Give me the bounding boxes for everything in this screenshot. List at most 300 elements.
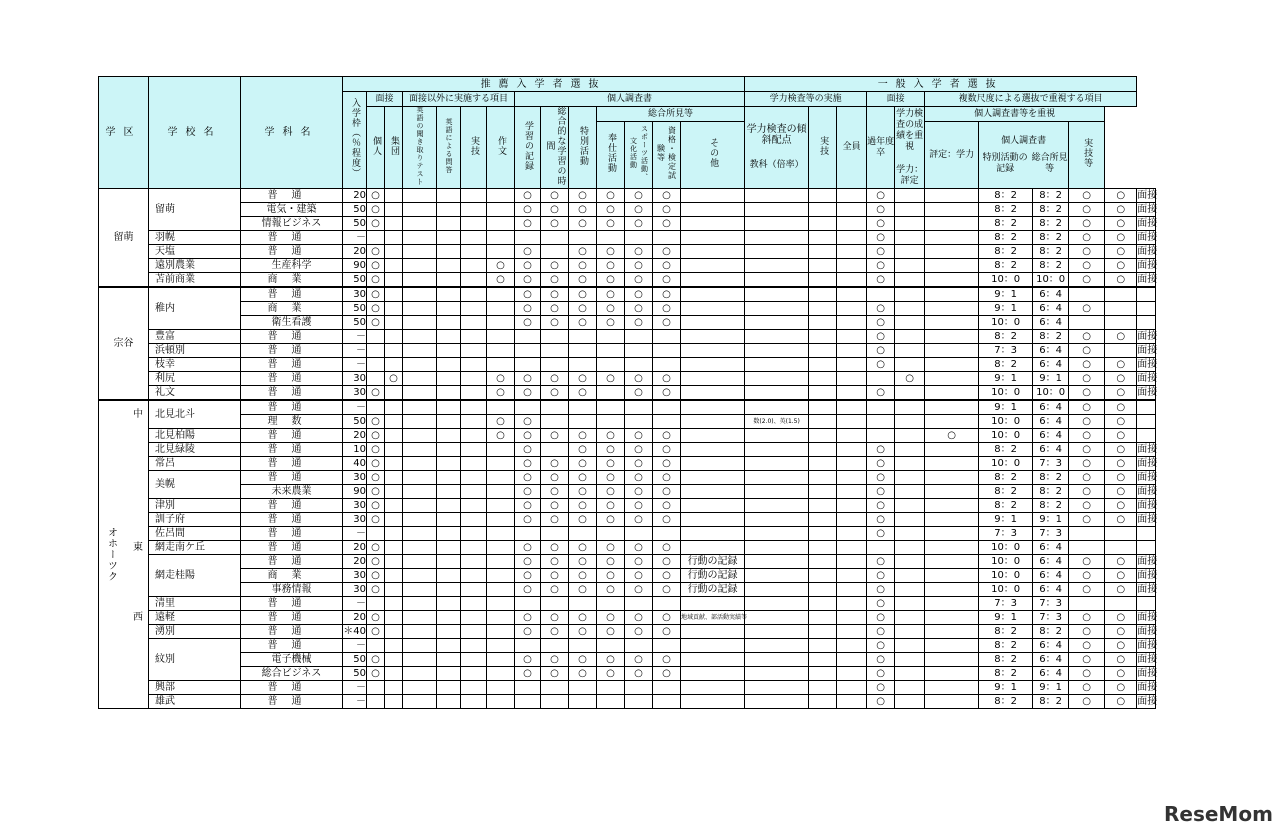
value-cell bbox=[437, 217, 461, 231]
value-cell bbox=[925, 330, 979, 344]
value-cell bbox=[867, 415, 895, 429]
value-cell bbox=[681, 513, 745, 527]
value-cell bbox=[367, 372, 385, 386]
value-cell bbox=[745, 429, 809, 443]
value-cell bbox=[385, 231, 403, 245]
value-cell bbox=[461, 583, 487, 597]
school-name: 雄武 bbox=[155, 696, 175, 707]
value-cell: 8：2 bbox=[979, 499, 1033, 513]
value-cell: 8：2 bbox=[979, 358, 1033, 372]
value-cell: ○ bbox=[867, 259, 895, 273]
value-cell bbox=[925, 287, 979, 302]
value-cell: 面接 bbox=[1137, 232, 1158, 243]
value-cell bbox=[461, 231, 487, 245]
table-row bbox=[99, 400, 1156, 415]
value-cell: ○ bbox=[367, 485, 385, 499]
value-cell: ○ bbox=[653, 667, 681, 681]
value-cell bbox=[487, 189, 515, 203]
value-cell bbox=[569, 695, 597, 709]
value-cell: 6：4 bbox=[1033, 302, 1069, 316]
value-cell bbox=[461, 330, 487, 344]
value-cell bbox=[1069, 527, 1105, 541]
value-cell bbox=[403, 625, 437, 639]
value-cell: ○ bbox=[569, 372, 597, 386]
value-cell bbox=[809, 569, 837, 583]
value-cell: ○ bbox=[367, 583, 385, 597]
value-cell: ○ bbox=[1105, 372, 1137, 386]
value-cell bbox=[895, 443, 925, 457]
table-row bbox=[99, 611, 1156, 625]
header-sogo-shoken: 総合所見等 bbox=[597, 107, 745, 122]
value-cell bbox=[625, 681, 653, 695]
value-cell bbox=[745, 400, 809, 415]
value-cell bbox=[1137, 527, 1156, 541]
value-cell bbox=[385, 541, 403, 555]
value-cell: ○ bbox=[625, 245, 653, 259]
value-cell: ○ bbox=[867, 639, 895, 653]
value-cell: ○ bbox=[625, 555, 653, 569]
value-cell: ○ bbox=[1105, 273, 1137, 288]
value-cell bbox=[653, 597, 681, 611]
value-cell bbox=[837, 316, 867, 330]
value-cell: 面接 bbox=[1137, 612, 1158, 623]
value-cell: 6：4 bbox=[1033, 400, 1069, 415]
dept-cell: 情報ビジネス bbox=[241, 217, 343, 231]
value-cell bbox=[487, 513, 515, 527]
value-cell bbox=[487, 653, 515, 667]
header-juushi-gakuryoku: 学力検査の成績を重視 学力：評定 bbox=[895, 107, 925, 189]
value-cell bbox=[487, 499, 515, 513]
value-cell bbox=[837, 569, 867, 583]
value-cell bbox=[541, 527, 569, 541]
header-mensetsu-igai: 面接以外に実施する項目 bbox=[403, 92, 515, 107]
school-name: 北見緑陵 bbox=[155, 444, 195, 455]
value-cell bbox=[1069, 597, 1105, 611]
value-cell: ○ bbox=[1105, 569, 1137, 583]
table-row bbox=[99, 555, 1156, 569]
value-cell bbox=[625, 330, 653, 344]
value-cell bbox=[461, 429, 487, 443]
value-cell: ○ bbox=[487, 386, 515, 401]
value-cell: ○ bbox=[625, 485, 653, 499]
dept-cell: 衛生看護 bbox=[241, 316, 343, 330]
value-cell bbox=[925, 681, 979, 695]
value-cell: 8：2 bbox=[979, 639, 1033, 653]
header-kojin-juushi: 個人調査書等を重視 bbox=[925, 107, 1105, 122]
school-name: 稚内 bbox=[155, 303, 175, 314]
value-cell bbox=[653, 330, 681, 344]
header-jitsugi2: 実技 bbox=[809, 107, 837, 189]
value-cell bbox=[809, 400, 837, 415]
value-cell: ○ bbox=[367, 667, 385, 681]
value-cell bbox=[597, 639, 625, 653]
value-cell bbox=[461, 316, 487, 330]
value-cell bbox=[837, 429, 867, 443]
value-cell bbox=[461, 499, 487, 513]
value-cell bbox=[809, 499, 837, 513]
value-cell bbox=[437, 203, 461, 217]
dept-cell: 普通 bbox=[241, 344, 343, 358]
value-cell bbox=[809, 217, 837, 231]
value-cell bbox=[541, 358, 569, 372]
value-cell: 10：0 bbox=[979, 583, 1033, 597]
value-cell: ○ bbox=[569, 485, 597, 499]
school-name-cell bbox=[149, 330, 241, 344]
quota-cell: 30 bbox=[343, 499, 367, 513]
value-cell bbox=[745, 203, 809, 217]
value-cell: ○ bbox=[541, 259, 569, 273]
value-cell bbox=[837, 217, 867, 231]
value-cell: 9：1 bbox=[979, 287, 1033, 302]
value-cell bbox=[597, 344, 625, 358]
value-cell bbox=[867, 400, 895, 415]
value-cell bbox=[437, 611, 461, 625]
value-cell bbox=[437, 400, 461, 415]
value-cell bbox=[487, 555, 515, 569]
value-cell bbox=[403, 443, 437, 457]
value-cell: ○ bbox=[569, 569, 597, 583]
value-cell bbox=[437, 358, 461, 372]
header-gakuryoku-jisshi: 学力検査等の実施 bbox=[745, 92, 867, 107]
value-cell bbox=[925, 499, 979, 513]
value-cell: ○ bbox=[867, 189, 895, 203]
value-cell: ○ bbox=[367, 443, 385, 457]
value-cell bbox=[569, 231, 597, 245]
dept-cell: 普通 bbox=[241, 681, 343, 695]
value-cell bbox=[515, 597, 541, 611]
value-cell bbox=[809, 358, 837, 372]
value-cell: 面接 bbox=[1137, 640, 1158, 651]
value-cell bbox=[515, 330, 541, 344]
value-cell bbox=[925, 527, 979, 541]
value-cell bbox=[809, 245, 837, 259]
value-cell bbox=[385, 639, 403, 653]
value-cell: ○ bbox=[625, 316, 653, 330]
value-cell: ○ bbox=[597, 499, 625, 513]
value-cell bbox=[461, 245, 487, 259]
value-cell bbox=[461, 639, 487, 653]
quota-cell: 50 bbox=[343, 653, 367, 667]
value-cell: 面接 bbox=[1137, 654, 1158, 665]
quota-cell: 50 bbox=[343, 667, 367, 681]
value-cell bbox=[925, 203, 979, 217]
value-cell: ○ bbox=[569, 513, 597, 527]
value-cell: 面接 bbox=[1137, 514, 1158, 525]
value-cell: ○ bbox=[367, 287, 385, 302]
value-cell: ○ bbox=[1105, 231, 1137, 245]
school-name-cell bbox=[133, 400, 241, 429]
value-cell bbox=[809, 302, 837, 316]
value-cell bbox=[745, 231, 809, 245]
value-cell: ○ bbox=[653, 372, 681, 386]
school-name: 清里 bbox=[155, 598, 175, 609]
value-cell: 8：2 bbox=[1033, 231, 1069, 245]
value-cell: ○ bbox=[597, 189, 625, 203]
value-cell: 面接 bbox=[1137, 696, 1158, 707]
dept-cell: 理数 bbox=[241, 415, 343, 429]
value-cell: ○ bbox=[569, 429, 597, 443]
table-row bbox=[99, 231, 1156, 245]
value-cell bbox=[385, 203, 403, 217]
value-cell bbox=[487, 358, 515, 372]
value-cell bbox=[1137, 429, 1156, 443]
school-name: 網走桂陽 bbox=[155, 570, 195, 581]
value-cell: ○ bbox=[867, 527, 895, 541]
value-cell bbox=[809, 681, 837, 695]
value-cell bbox=[681, 653, 745, 667]
value-cell bbox=[597, 358, 625, 372]
value-cell bbox=[403, 513, 437, 527]
value-cell bbox=[403, 302, 437, 316]
value-cell bbox=[385, 344, 403, 358]
value-cell: ○ bbox=[1105, 639, 1137, 653]
header-shikaku: 資格・検定試験等 bbox=[653, 122, 681, 189]
value-cell: 9：1 bbox=[979, 302, 1033, 316]
value-cell bbox=[681, 471, 745, 485]
value-cell bbox=[681, 344, 745, 358]
value-cell bbox=[895, 273, 925, 288]
value-cell bbox=[403, 471, 437, 485]
value-cell bbox=[745, 471, 809, 485]
value-cell: 7：3 bbox=[1033, 597, 1069, 611]
value-cell bbox=[745, 217, 809, 231]
value-cell bbox=[745, 639, 809, 653]
value-cell bbox=[437, 245, 461, 259]
value-cell: 10：0 bbox=[979, 316, 1033, 330]
value-cell bbox=[385, 681, 403, 695]
value-cell bbox=[541, 681, 569, 695]
value-cell: ○ bbox=[653, 499, 681, 513]
value-cell: ○ bbox=[1069, 639, 1105, 653]
value-cell: ○ bbox=[597, 485, 625, 499]
header-sports: スポーツ活動、文化活動 bbox=[625, 122, 653, 189]
value-cell bbox=[809, 443, 837, 457]
value-cell: 10：0 bbox=[979, 386, 1033, 401]
value-cell: ○ bbox=[367, 471, 385, 485]
value-cell: 8：2 bbox=[1033, 695, 1069, 709]
quota-cell: － bbox=[343, 330, 367, 344]
value-cell bbox=[745, 485, 809, 499]
header-hyotei-gakuryoku: 評定：学力 bbox=[925, 122, 979, 189]
value-cell bbox=[837, 541, 867, 555]
value-cell: 6：4 bbox=[1033, 415, 1069, 429]
value-cell: ○ bbox=[867, 316, 895, 330]
table-row bbox=[99, 386, 1156, 401]
school-name-cell bbox=[149, 287, 241, 330]
value-cell: ○ bbox=[895, 372, 925, 386]
table-row bbox=[99, 302, 1156, 316]
table-row bbox=[99, 471, 1156, 485]
school-name-cell bbox=[149, 372, 241, 386]
value-cell: ○ bbox=[625, 499, 653, 513]
value-cell bbox=[437, 667, 461, 681]
value-cell: ○ bbox=[653, 386, 681, 401]
sub-district-label: 東 bbox=[133, 542, 143, 553]
dept-cell: 普通 bbox=[241, 555, 343, 569]
dept-cell: 商業 bbox=[241, 569, 343, 583]
value-cell: 8：2 bbox=[979, 625, 1033, 639]
value-cell bbox=[745, 597, 809, 611]
school-name-cell bbox=[149, 273, 241, 288]
value-cell bbox=[541, 695, 569, 709]
value-cell bbox=[895, 330, 925, 344]
value-cell bbox=[895, 667, 925, 681]
value-cell bbox=[487, 681, 515, 695]
value-cell: ○ bbox=[1069, 583, 1105, 597]
quota-cell: ＊40 bbox=[343, 626, 366, 637]
value-cell: ○ bbox=[867, 513, 895, 527]
value-cell bbox=[895, 471, 925, 485]
value-cell bbox=[515, 639, 541, 653]
value-cell: ○ bbox=[1105, 330, 1137, 344]
table-row bbox=[99, 499, 1156, 513]
school-name: 枝幸 bbox=[155, 359, 175, 370]
value-cell bbox=[437, 231, 461, 245]
value-cell bbox=[837, 231, 867, 245]
school-name: 訓子府 bbox=[155, 514, 185, 525]
value-cell bbox=[745, 386, 809, 401]
value-cell bbox=[437, 471, 461, 485]
value-cell bbox=[745, 316, 809, 330]
value-cell bbox=[681, 400, 745, 415]
value-cell bbox=[403, 217, 437, 231]
value-cell: 6：4 bbox=[1033, 667, 1069, 681]
value-cell bbox=[515, 695, 541, 709]
value-cell bbox=[895, 681, 925, 695]
value-cell: 10：0 bbox=[979, 429, 1033, 443]
value-cell bbox=[385, 653, 403, 667]
value-cell bbox=[541, 415, 569, 429]
value-cell: 面接 bbox=[1137, 682, 1158, 693]
dept-cell: 普通 bbox=[241, 358, 343, 372]
value-cell: ○ bbox=[867, 583, 895, 597]
value-cell bbox=[837, 485, 867, 499]
value-cell: ○ bbox=[367, 513, 385, 527]
value-cell: ○ bbox=[1069, 344, 1105, 358]
school-name: 礼文 bbox=[155, 387, 175, 398]
value-cell bbox=[895, 583, 925, 597]
quota-cell: 50 bbox=[343, 203, 367, 217]
value-cell bbox=[403, 555, 437, 569]
value-cell: ○ bbox=[867, 245, 895, 259]
value-cell: ○ bbox=[569, 541, 597, 555]
value-cell bbox=[653, 527, 681, 541]
value-cell bbox=[385, 189, 403, 203]
value-cell: ○ bbox=[541, 499, 569, 513]
value-cell: ○ bbox=[515, 485, 541, 499]
table-row bbox=[99, 316, 1156, 330]
value-cell bbox=[837, 639, 867, 653]
value-cell bbox=[385, 330, 403, 344]
value-cell bbox=[461, 695, 487, 709]
value-cell bbox=[895, 457, 925, 471]
value-cell: ○ bbox=[597, 653, 625, 667]
school-name-cell bbox=[149, 471, 241, 499]
table-row bbox=[99, 372, 1156, 386]
value-cell bbox=[461, 653, 487, 667]
value-cell: ○ bbox=[625, 611, 653, 625]
value-cell: 面接 bbox=[1137, 359, 1158, 370]
value-cell: ○ bbox=[867, 555, 895, 569]
dept-cell: 普通 bbox=[241, 245, 343, 259]
dept-cell: 事務情報 bbox=[241, 583, 343, 597]
value-cell: ○ bbox=[625, 302, 653, 316]
value-cell bbox=[385, 471, 403, 485]
value-cell: ○ bbox=[515, 189, 541, 203]
school-name: 興部 bbox=[155, 682, 175, 693]
header-eigo-test: 英語の聞き取りテスト bbox=[403, 107, 437, 189]
value-cell: ○ bbox=[515, 429, 541, 443]
value-cell: ○ bbox=[653, 302, 681, 316]
value-cell bbox=[837, 471, 867, 485]
value-cell: 行動の記録 bbox=[681, 555, 745, 569]
value-cell bbox=[837, 457, 867, 471]
value-cell bbox=[403, 429, 437, 443]
quota-cell: 30 bbox=[343, 569, 367, 583]
value-cell bbox=[541, 597, 569, 611]
value-cell bbox=[487, 667, 515, 681]
value-cell bbox=[487, 695, 515, 709]
value-cell bbox=[837, 513, 867, 527]
value-cell: ○ bbox=[867, 653, 895, 667]
value-cell bbox=[925, 485, 979, 499]
value-cell: ○ bbox=[653, 471, 681, 485]
value-cell bbox=[809, 344, 837, 358]
value-cell: ○ bbox=[1069, 443, 1105, 457]
dept-cell: 普通 bbox=[241, 625, 343, 639]
value-cell: ○ bbox=[1105, 499, 1137, 513]
value-cell: ○ bbox=[541, 386, 569, 401]
value-cell bbox=[461, 597, 487, 611]
value-cell: ○ bbox=[1069, 429, 1105, 443]
school-name-cell bbox=[149, 259, 241, 273]
value-cell bbox=[385, 457, 403, 471]
value-cell bbox=[837, 302, 867, 316]
school-name: 北見柏陽 bbox=[155, 430, 195, 441]
value-cell bbox=[745, 681, 809, 695]
quota-cell: － bbox=[343, 639, 367, 653]
value-cell bbox=[681, 231, 745, 245]
value-cell bbox=[487, 611, 515, 625]
value-cell bbox=[837, 653, 867, 667]
value-cell: ○ bbox=[367, 203, 385, 217]
value-cell: ○ bbox=[515, 245, 541, 259]
value-cell: ○ bbox=[867, 217, 895, 231]
dept-cell: 商業 bbox=[241, 273, 343, 288]
value-cell: ○ bbox=[515, 372, 541, 386]
value-cell bbox=[403, 231, 437, 245]
value-cell bbox=[809, 316, 837, 330]
value-cell: 9：1 bbox=[979, 513, 1033, 527]
value-cell: ○ bbox=[541, 203, 569, 217]
value-cell bbox=[597, 681, 625, 695]
table-row bbox=[99, 513, 1156, 527]
value-cell bbox=[925, 245, 979, 259]
quota-cell: － bbox=[343, 358, 367, 372]
value-cell: 9：1 bbox=[979, 372, 1033, 386]
value-cell bbox=[385, 245, 403, 259]
value-cell: ○ bbox=[569, 667, 597, 681]
value-cell: 9：1 bbox=[979, 400, 1033, 415]
value-cell: ○ bbox=[1105, 667, 1137, 681]
district-cell: 宗谷 bbox=[99, 287, 149, 400]
value-cell: 8：2 bbox=[979, 485, 1033, 499]
value-cell: ○ bbox=[367, 611, 385, 625]
value-cell: ○ bbox=[1105, 583, 1137, 597]
table-row bbox=[99, 415, 1156, 429]
value-cell bbox=[385, 569, 403, 583]
school-name: 遠別農業 bbox=[155, 260, 195, 271]
